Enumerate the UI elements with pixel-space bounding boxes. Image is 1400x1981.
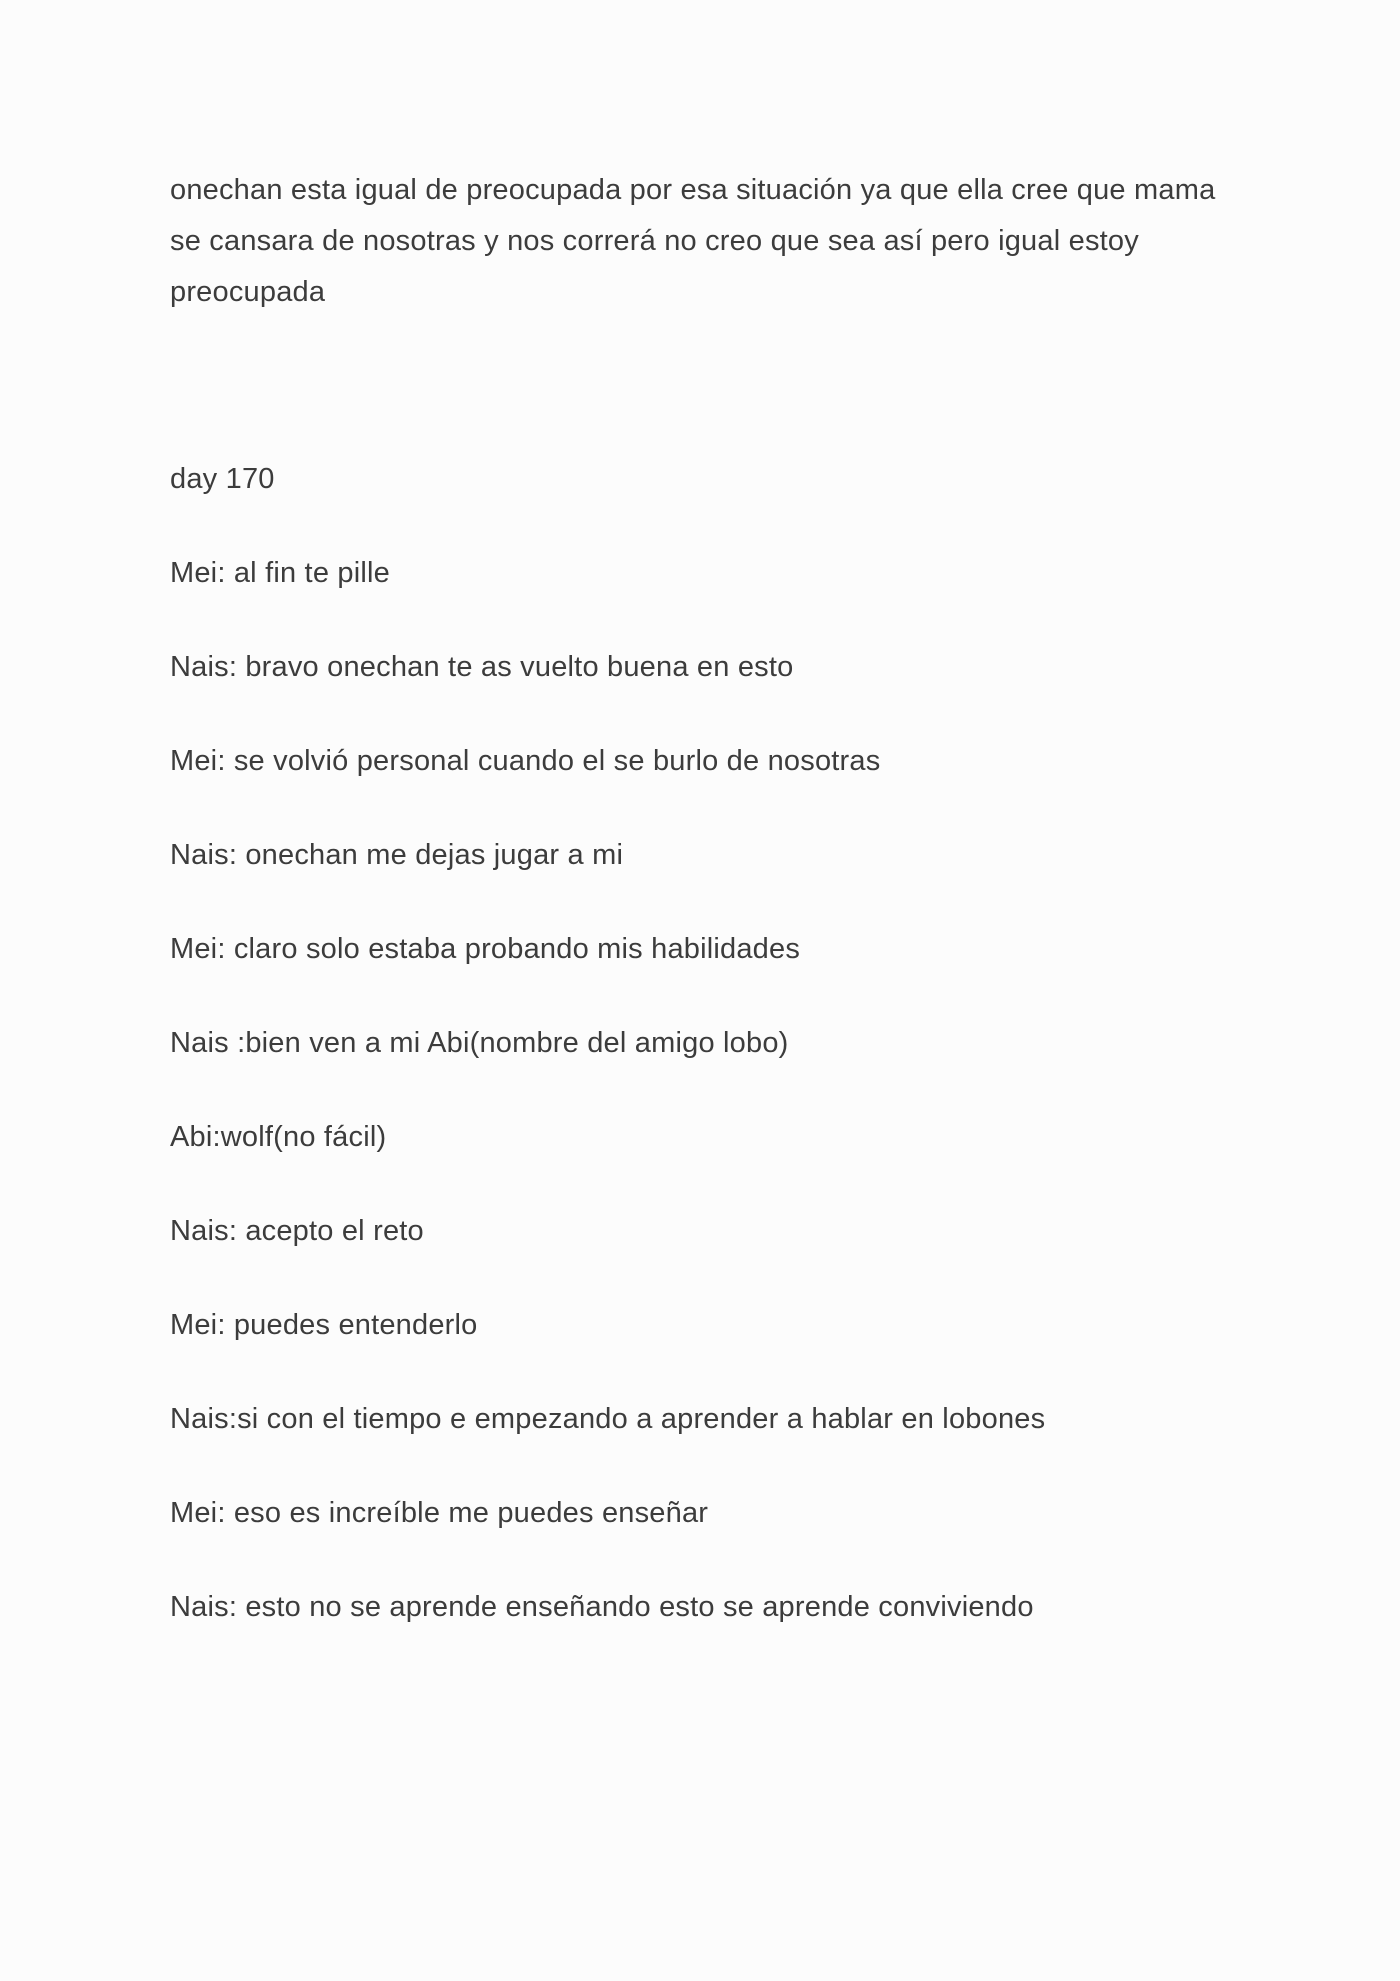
dialogue-line: Nais: bravo onechan te as vuelto buena en esto bbox=[170, 651, 794, 683]
dialogue-line: Mei: al fin te pille bbox=[170, 557, 390, 589]
dialogue-line: Mei: se volvió personal cuando el se burlo de nosotras bbox=[170, 745, 881, 777]
dialogue-line: Nais: acepto el reto bbox=[170, 1215, 424, 1247]
day-heading: day 170 bbox=[170, 463, 275, 495]
dialogue-list bbox=[170, 455, 1250, 1677]
dialogue-line: Nais :bien ven a mi Abi(nombre del amigo lobo) bbox=[170, 1027, 789, 1059]
dialogue-line: Nais:si con el tiempo e empezando a aprender a hablar en lobones bbox=[170, 1403, 1046, 1435]
dialogue-line: Mei: eso es increíble me puedes enseñar bbox=[170, 1497, 709, 1529]
dialogue-line: Abi:wolf(no fácil) bbox=[170, 1121, 387, 1153]
dialogue-line: Nais: onechan me dejas jugar a mi bbox=[170, 839, 624, 871]
intro-paragraph: onechan esta igual de preocupada por esa situación ya que ella cree que mama se cansara de nosotras y nos correrá no creo que sea así pero igual estoy preocupada bbox=[170, 174, 1216, 308]
dialogue-line: Nais: esto no se aprende enseñando esto se aprende conviviendo bbox=[170, 1591, 1034, 1623]
dialogue-line: Mei: puedes entenderlo bbox=[170, 1309, 478, 1341]
dialogue-line: Mei: claro solo estaba probando mis habilidades bbox=[170, 933, 801, 965]
